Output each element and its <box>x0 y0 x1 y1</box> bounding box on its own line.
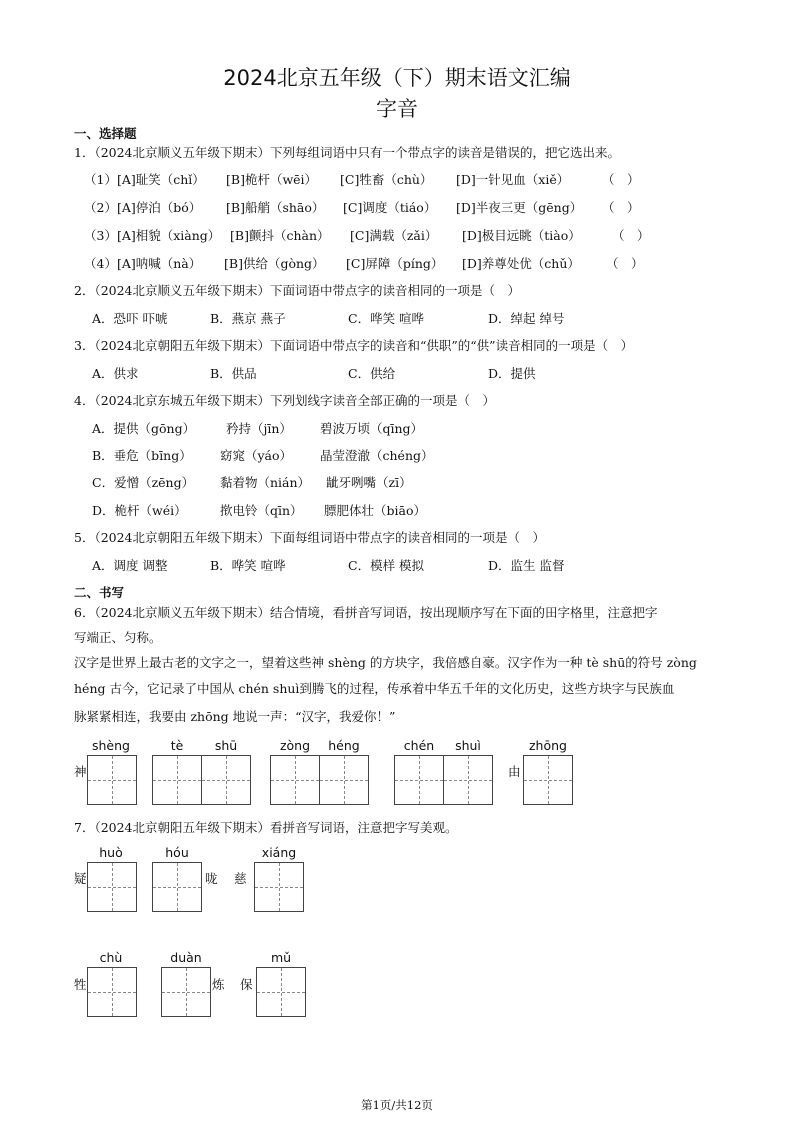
question-7-stem: 7．（2024北京朝阳五年级下期末）看拼音写词语，注意把字写美观。 <box>74 820 458 835</box>
q6-label-shen: 神 <box>74 764 87 779</box>
page-subtitle: 字音 <box>376 97 418 121</box>
q6-tianzige-cell[interactable] <box>443 755 493 805</box>
q6-pinyin-heng: héng <box>328 738 360 753</box>
section-heading-writing: 二、书写 <box>74 585 125 600</box>
q4-option-c-word1: C．爱憎（zēng） <box>92 475 195 490</box>
q4-option-b-word3: 晶莹澄澈（chéng） <box>320 448 434 463</box>
q1-row1-c: [C]牲畜（chù） <box>340 172 433 187</box>
q7-label-yi: 疑 <box>74 871 87 886</box>
q4-option-c-word3: 龇牙咧嘴（zī） <box>326 475 412 490</box>
q6-pinyin-sheng: shèng <box>92 738 130 753</box>
q4-option-d-word1: D．桅杆（wéi） <box>92 503 187 518</box>
q1-row2-d: [D]半夜三更（gēng） <box>456 200 583 215</box>
q6-passage-line2: héng 古今，它记录了中国从 chén shuì到腾飞的过程，传承着中华五千年的文化历史，这些方块字与民族血 <box>74 681 675 696</box>
q7-pinyin-duan: duàn <box>170 950 202 965</box>
q2-option-c[interactable]: C．哗笑 喧哗 <box>348 311 425 326</box>
q5-option-d[interactable]: D．监生 监督 <box>488 558 565 573</box>
q3-option-c[interactable]: C．供给 <box>348 366 396 381</box>
page-number: 第1页/共12页 <box>361 1098 433 1112</box>
q1-row3-c: [C]满载（zǎi） <box>350 228 438 243</box>
q7-pinyin-mu: mǔ <box>270 950 292 965</box>
q3-option-b[interactable]: B．供品 <box>210 366 257 381</box>
q1-row2-answer-blank[interactable]: （ ） <box>602 200 640 215</box>
q5-option-c[interactable]: C．模样 模拟 <box>348 558 425 573</box>
q4-option-c-word2: 黏着物（nián） <box>220 475 311 490</box>
q1-row2-b: [B]船艄（shāo） <box>226 200 325 215</box>
q6-tianzige-cell[interactable] <box>87 755 137 805</box>
q4-option-d-word3: 膘肥体壮（biāo） <box>324 503 426 518</box>
question-1-stem: 1．（2024北京顺义五年级下期末）下列每组词语中只有一个带点字的读音是错误的，把它选出来。 <box>74 145 621 160</box>
q5-option-a[interactable]: A．调度 调整 <box>92 558 168 573</box>
q7-label-lian: 炼 <box>212 977 225 992</box>
q7-tianzige-cell[interactable] <box>254 862 304 912</box>
q7-pinyin-chu: chù <box>99 950 123 965</box>
page-title: 2024北京五年级（下）期末语文汇编 <box>223 66 571 90</box>
q6-pinyin-zong: zòng <box>279 738 311 753</box>
q1-row3-a: （3）[A]相貌（xiàng） <box>84 228 221 243</box>
q1-row1-answer-blank[interactable]: （ ） <box>602 172 640 187</box>
q1-row3-d: [D]极目远眺（tiào） <box>462 228 581 243</box>
q6-tianzige-cell[interactable] <box>152 755 202 805</box>
q6-passage-line1: 汉字是世界上最古老的文字之一，望着这些神 shèng 的方块字，我倍感自豪。汉字作为一种 tè shū的符号 zòng <box>74 655 697 670</box>
q6-pinyin-shui: shuì <box>455 738 481 753</box>
q1-row1-a: （1）[A]耻笑（chǐ） <box>84 172 205 187</box>
q4-option-b-word2: 窈窕（yáo） <box>220 448 293 463</box>
q5-option-b[interactable]: B．哗笑 喧哗 <box>210 558 286 573</box>
q4-option-b-word1: B．垂危（bīng） <box>92 448 192 463</box>
q2-option-d[interactable]: D．绰起 绰号 <box>488 311 565 326</box>
q7-tianzige-cell[interactable] <box>87 862 137 912</box>
question-2-stem: 2．（2024北京顺义五年级下期末）下面词语中带点字的读音相同的一项是（ ） <box>74 283 521 298</box>
q4-option-a-word3: 碧波万顷（qīng） <box>320 421 424 436</box>
q6-passage-line3: 脉紧紧相连，我要由 zhōng 地说一声：“汉字，我爱你！” <box>74 709 396 724</box>
q3-option-a[interactable]: A．供求 <box>92 366 139 381</box>
question-5-stem: 5．（2024北京朝阳五年级下期末）下面每组词语中带点字的读音相同的一项是（ ） <box>74 530 546 545</box>
q2-option-b[interactable]: B．燕京 燕子 <box>210 311 286 326</box>
section-heading-choice: 一、选择题 <box>74 126 137 141</box>
q1-row4-answer-blank[interactable]: （ ） <box>606 256 644 271</box>
question-6-stem-line2: 写端正、匀称。 <box>74 630 162 645</box>
q1-row4-a: （4）[A]呐喊（nà） <box>84 256 202 271</box>
question-3-stem: 3．（2024北京朝阳五年级下期末）下面词语中带点字的读音和“供职”的“供”读音相同的一项是（ ） <box>74 338 634 353</box>
q6-pinyin-zhong: zhōng <box>529 738 567 753</box>
q6-pinyin-te: tè <box>170 738 184 753</box>
q6-tianzige-cell[interactable] <box>523 755 573 805</box>
q7-label-sheng: 牲 <box>74 977 87 992</box>
q7-label-bao: 保 <box>240 977 253 992</box>
q1-row2-c: [C]调度（tiáo） <box>343 200 437 215</box>
q7-tianzige-cell[interactable] <box>161 967 211 1017</box>
q7-pinyin-huo: huò <box>99 845 123 860</box>
question-4-stem: 4．（2024北京东城五年级下期末）下列划线字读音全部正确的一项是（ ） <box>74 393 496 408</box>
q1-row4-b: [B]供给（gòng） <box>224 256 325 271</box>
q1-row3-b: [B]颤抖（chàn） <box>230 228 330 243</box>
q4-option-d-word2: 揿电铃（qīn） <box>220 503 303 518</box>
question-6-stem-line1: 6．（2024北京顺义五年级下期末）结合情境，看拼音写词语，按出现顺序写在下面的田字格里，注意把字 <box>74 605 658 620</box>
q1-row1-b: [B]桅杆（wēi） <box>226 172 318 187</box>
q1-row4-c: [C]屏障（píng） <box>346 256 444 271</box>
q6-tianzige-cell[interactable] <box>319 755 369 805</box>
q1-row2-a: （2）[A]停泊（bó） <box>84 200 202 215</box>
q7-label-ci: 慈 <box>234 871 247 886</box>
q6-tianzige-cell[interactable] <box>201 755 251 805</box>
q7-tianzige-cell[interactable] <box>256 967 306 1017</box>
q4-option-a-word1: A．提供（gōng） <box>92 421 196 436</box>
q1-row1-d: [D]一针见血（xiě） <box>456 172 570 187</box>
q6-pinyin-shu: shū <box>214 738 238 753</box>
q6-tianzige-cell[interactable] <box>270 755 320 805</box>
q6-tianzige-cell[interactable] <box>394 755 444 805</box>
q7-label-long: 咙 <box>205 871 218 886</box>
q7-pinyin-xiang: xiáng <box>261 845 297 860</box>
q6-label-you: 由 <box>508 764 521 779</box>
q1-row3-answer-blank[interactable]: （ ） <box>612 228 650 243</box>
q6-pinyin-chen: chén <box>403 738 435 753</box>
q1-row4-d: [D]养尊处优（chǔ） <box>462 256 580 271</box>
q7-tianzige-cell[interactable] <box>152 862 202 912</box>
q4-option-a-word2: 矜持（jīn） <box>226 421 292 436</box>
q3-option-d[interactable]: D．提供 <box>488 366 536 381</box>
q7-pinyin-hou: hóu <box>165 845 189 860</box>
q7-tianzige-cell[interactable] <box>87 967 137 1017</box>
q2-option-a[interactable]: A．恐吓 吓唬 <box>92 311 168 326</box>
